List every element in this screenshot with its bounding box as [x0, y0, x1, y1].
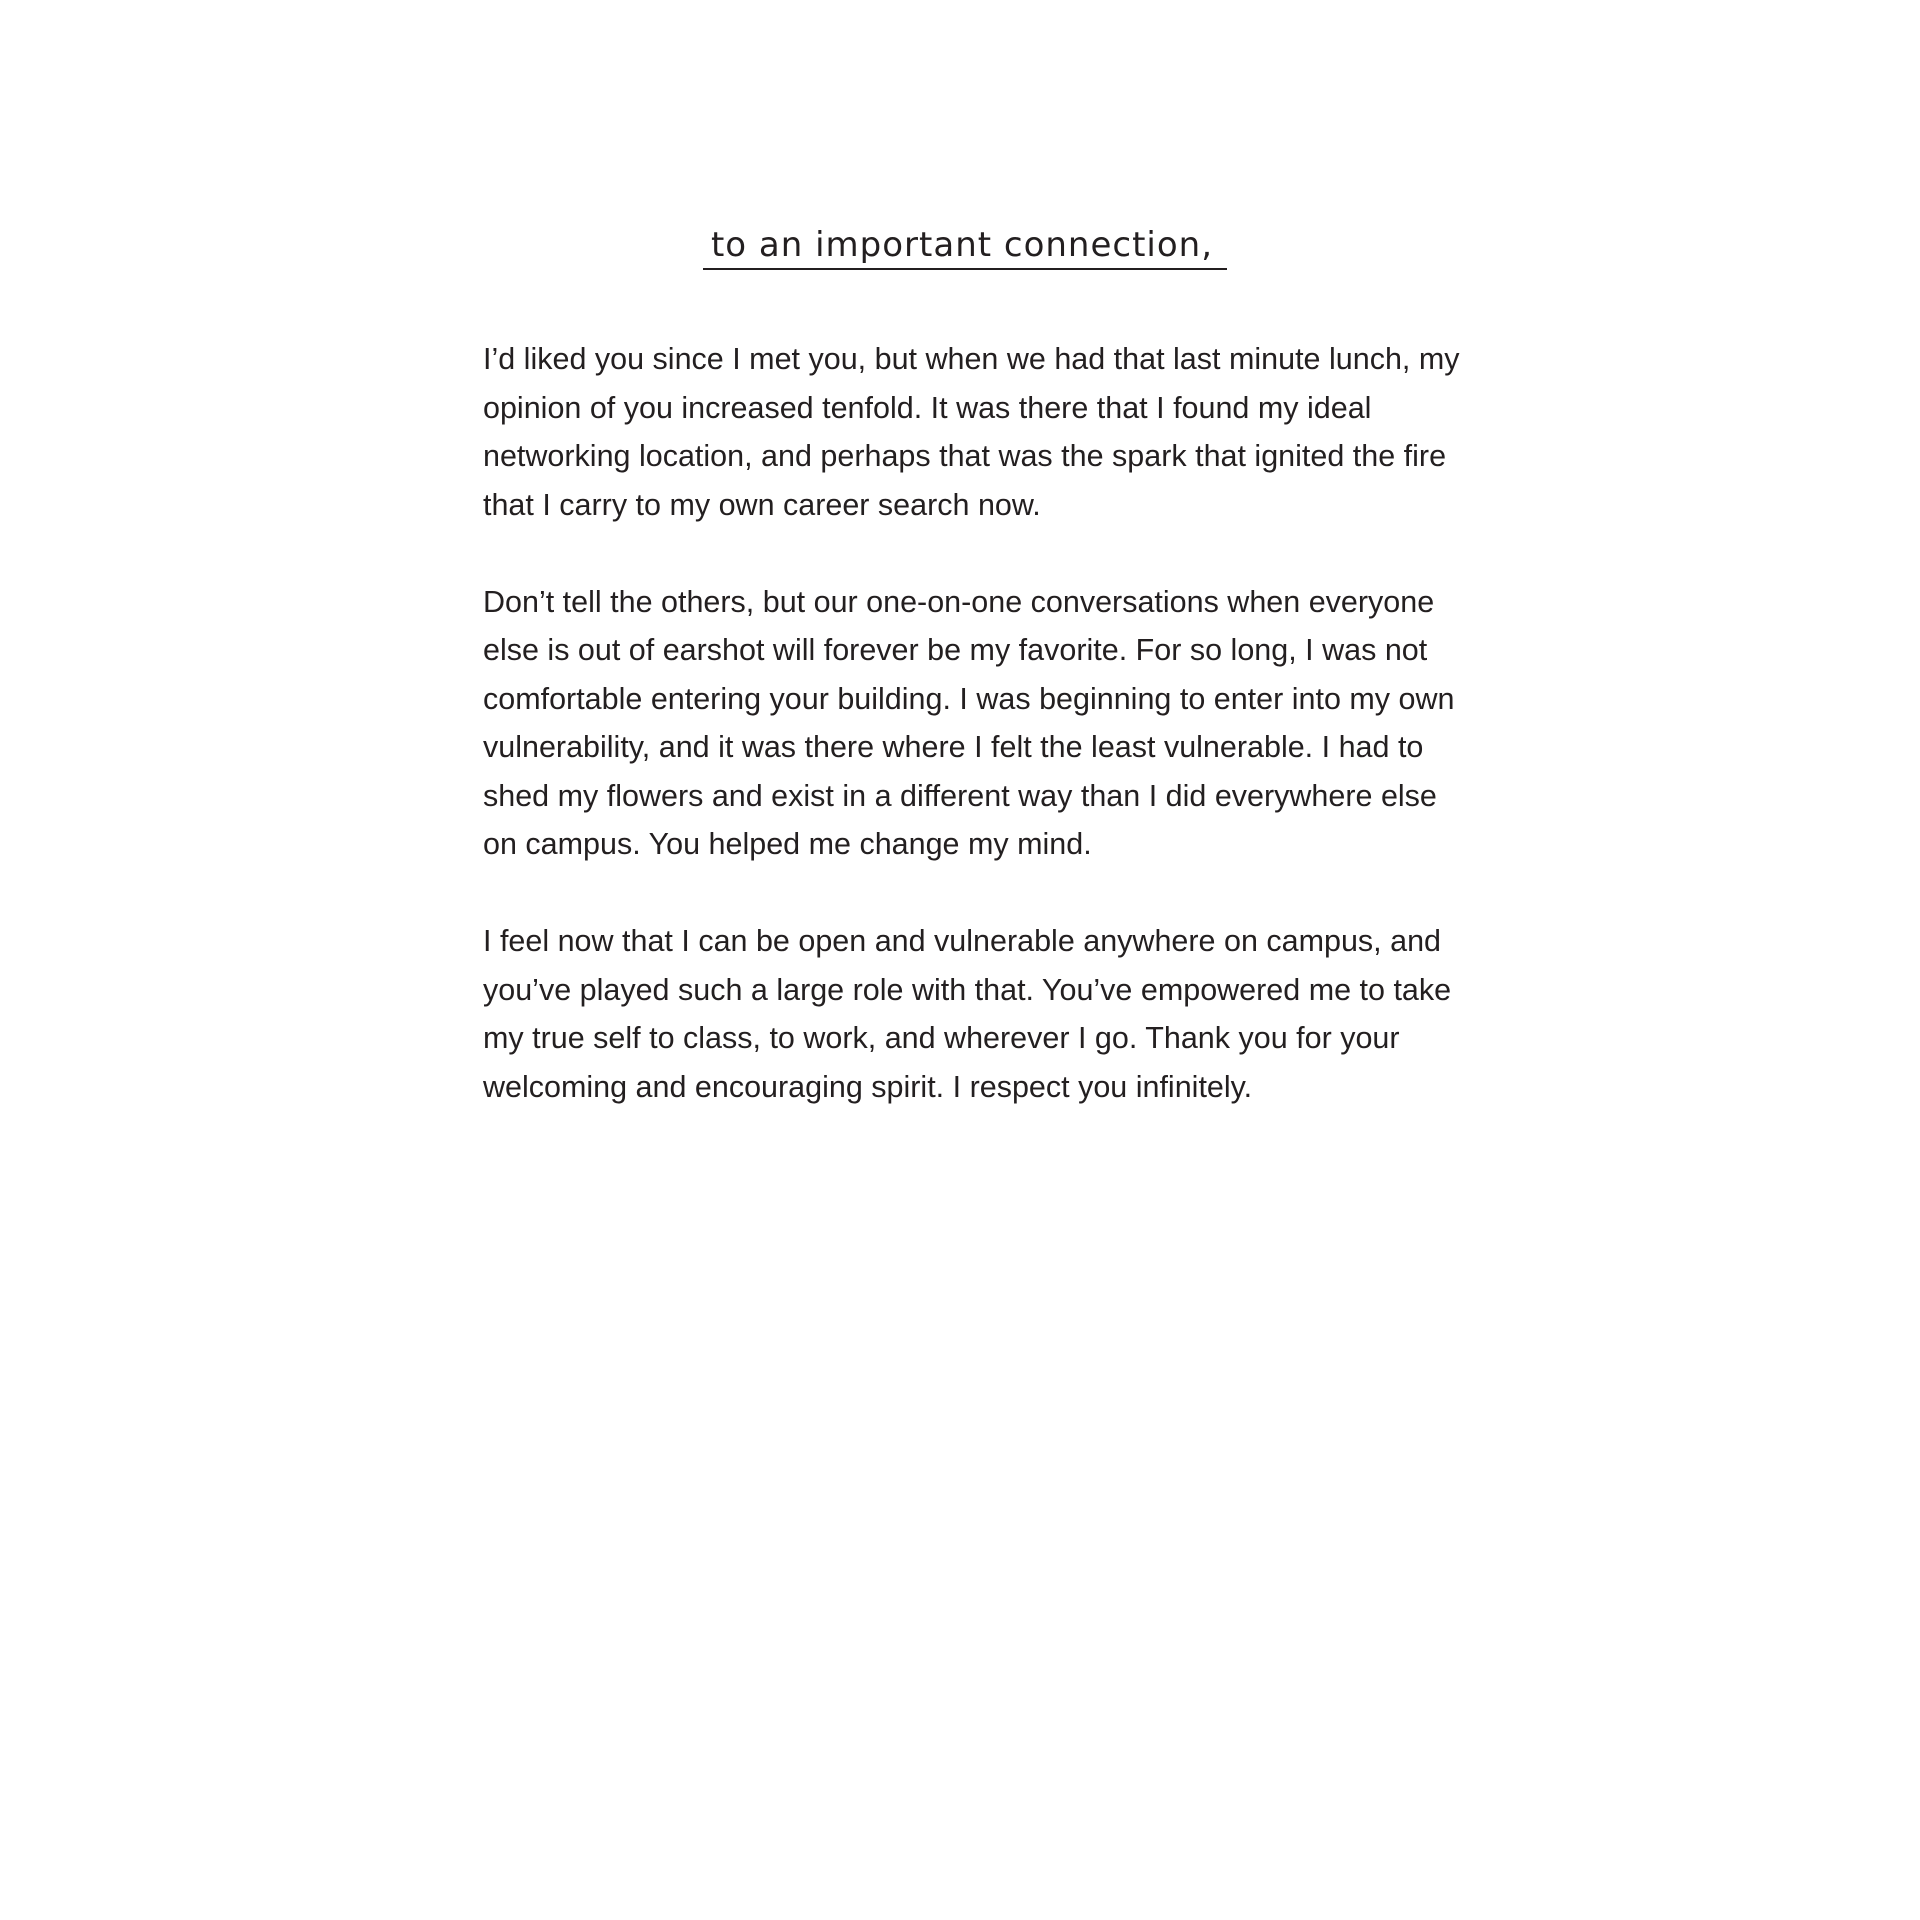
letter-body — [483, 335, 1483, 1160]
paragraph-2 — [483, 578, 1483, 869]
text-line: my true self to class, to work, and wherever I go. Thank you for your — [483, 1021, 1400, 1055]
heading-container — [0, 222, 1920, 270]
letter-heading: to an important connection, — [703, 222, 1227, 270]
text-line: networking location, and perhaps that was the spark that ignited the fire — [483, 439, 1447, 473]
text-line: I feel now that I can be open and vulnerable anywhere on campus, and — [483, 924, 1442, 958]
text-line: welcoming and encouraging spirit. I respect you infinitely. — [483, 1069, 1253, 1104]
paragraph-3 — [483, 917, 1483, 1111]
text-line: else is out of earshot will forever be my favorite. For so long, I was not — [483, 633, 1428, 667]
text-line: shed my flowers and exist in a different way than I did everywhere else — [483, 778, 1437, 813]
text-line: you’ve played such a large role with that. You’ve empowered me to take — [483, 972, 1452, 1007]
text-line: that I carry to my own career search now. — [483, 487, 1041, 522]
text-line: Don’t tell the others, but our one-on-one conversations when everyone — [483, 584, 1435, 619]
text-line: comfortable entering your building. I was beginning to enter into my own — [483, 681, 1455, 716]
text-line: vulnerability, and it was there where I felt the least vulnerable. I had to — [483, 730, 1424, 764]
text-line: opinion of you increased tenfold. It was there that I found my ideal — [483, 390, 1372, 425]
text-line: on campus. You helped me change my mind. — [483, 827, 1092, 861]
paragraph-1 — [483, 335, 1483, 529]
text-line: I’d liked you since I met you, but when we had that last minute lunch, my — [483, 342, 1460, 376]
